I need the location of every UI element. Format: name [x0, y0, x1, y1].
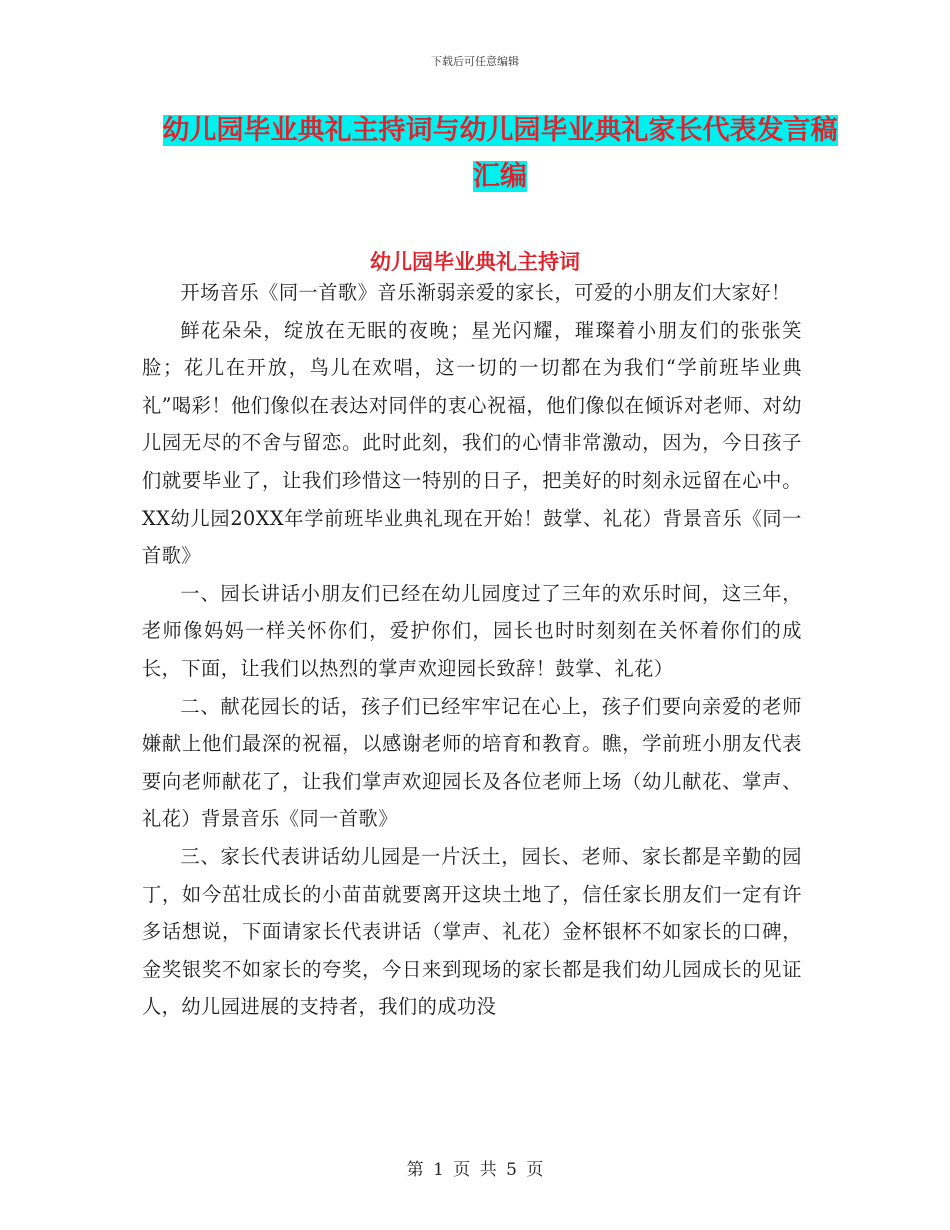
paragraph-opening: 开场音乐《同一首歌》音乐渐弱亲爱的家长，可爱的小朋友们大家好！ — [180, 281, 791, 304]
header-note: 下载后可任意编辑 — [431, 55, 519, 68]
paragraph-principal-speech: 一、园长讲话小朋友们已经在幼儿园度过了三年的欢乐时间，这三年，老师像妈妈一样关怀你们，爱护你们，园长也时时刻刻在关怀着你们的成长，下面，让我们以热烈的掌声欢迎园长致辞！鼓掌、礼花） — [142, 581, 802, 680]
section-title: 幼儿园毕业典礼主持词 — [370, 250, 580, 274]
paragraph-flower-presentation: 二、献花园长的话，孩子们已经牢牢记在心上，孩子们要向亲爱的老师嫌献上他们最深的祝福，以感谢老师的培育和教育。瞧，学前班小朋友代表要向老师献花了，让我们掌声欢迎园长及各位老师上场（幼儿献花、掌声、礼花）背景音乐《同一首歌》 — [142, 694, 802, 831]
document-body — [142, 274, 802, 1026]
page-number: 第 1 页 共 5 页 — [406, 1160, 544, 1180]
document-title-text: 幼儿园毕业典礼主持词与幼儿园毕业典礼家长代表发言稿汇编 — [162, 115, 838, 192]
paragraph-parent-speech: 三、家长代表讲话幼儿园是一片沃土，园长、老师、家长都是辛勤的园丁，如今茁壮成长的小苗苗就要离开这块土地了，信任家长朋友们一定有许多话想说，下面请家长代表讲话（掌声、礼花）金杯银杯不如家长的口碑，金奖银奖不如家长的夸奖，今日来到现场的家长都是我们幼儿园成长的见证人，幼儿园进展的支持者，我们的成功没 — [142, 844, 802, 1019]
paragraph-intro: 鲜花朵朵，绽放在无眠的夜晚；星光闪耀，璀璨着小朋友们的张张笑脸；花儿在开放，鸟儿在欢唱，这一切的一切都在为我们“学前班毕业典礼”喝彩！他们像似在表达对同伴的衷心祝福，他们像似在倾诉对老师、对幼儿园无尽的不舍与留恋。此时此刻，我们的心情非常激动，因为，今日孩子们就要毕业了，让我们珍惜这一特别的日子，把美好的时刻永远留在心中。XX幼儿园20XX年学前班毕业典礼现在开始！鼓掌、礼花）背景音乐《同一首歌》 — [142, 318, 802, 568]
document-title — [150, 108, 850, 200]
